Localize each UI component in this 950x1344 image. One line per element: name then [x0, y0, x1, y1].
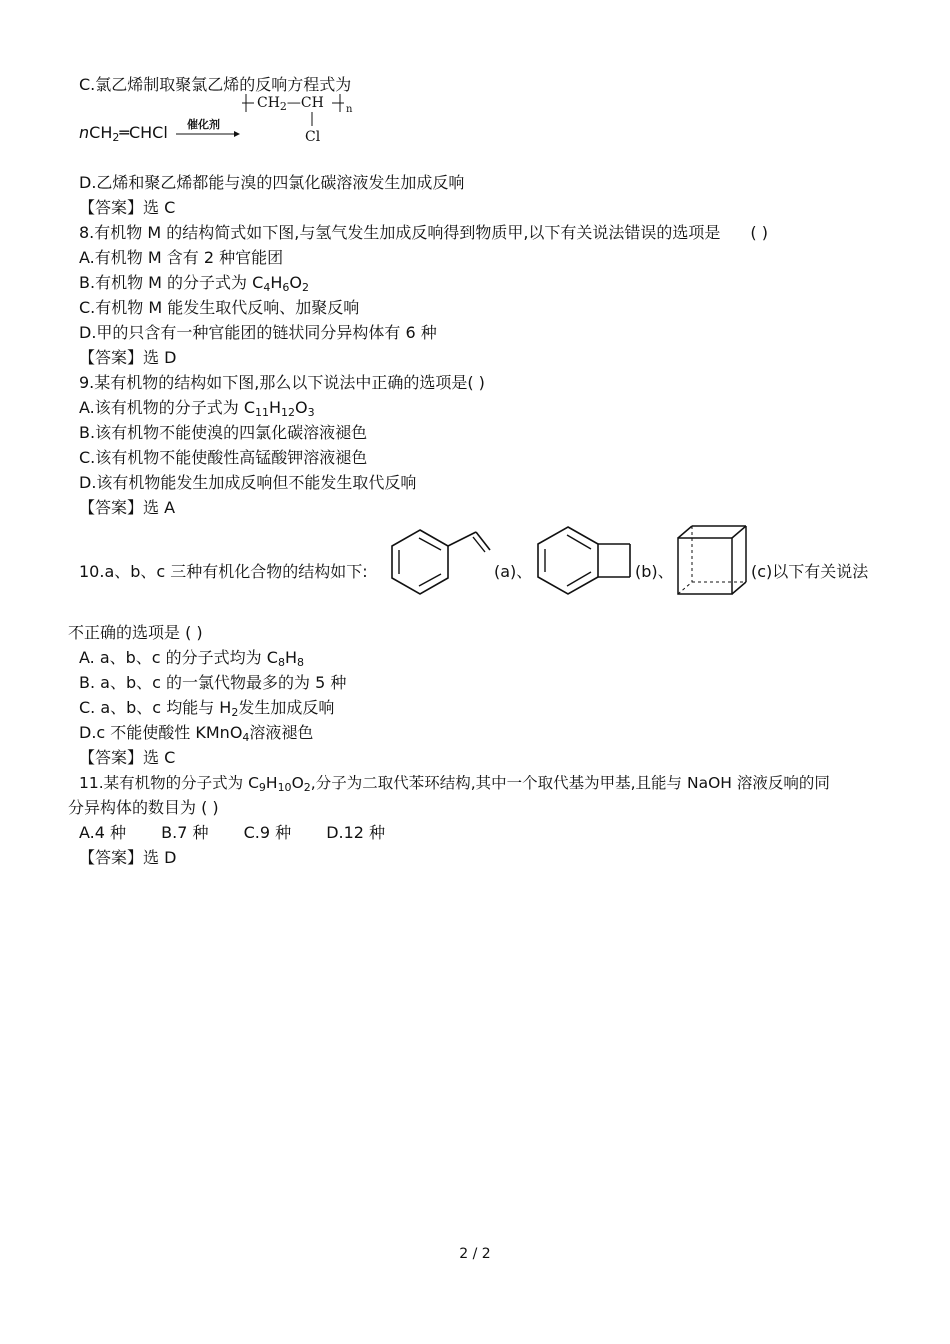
q11-stem-cont: 分异构体的数目为 ( ) [68, 798, 219, 817]
q11-option-d: D.12 种 [326, 823, 386, 842]
q7-option-c: C.氯乙烯制取聚氯乙烯的反响方程式为 [79, 75, 352, 94]
q10-answer: 【答案】选 C [79, 748, 176, 767]
benzocyclobutene-structure-icon [536, 524, 636, 599]
q10-option-c: C. a、b、c 均能与 $H_2$发生加成反响 [79, 698, 335, 719]
q7-product-cl: Cl [305, 129, 321, 145]
q9-option-c: C.该有机物不能使酸性高锰酸钾溶液褪色 [79, 448, 368, 467]
cubane-structure-icon [676, 524, 751, 599]
reaction-arrow-icon [176, 130, 246, 140]
q7-option-d: D.乙烯和聚乙烯都能与溴的四氯化碳溶液发生加成反响 [79, 173, 465, 192]
styrene-structure-icon [388, 526, 493, 606]
q7-product-n: n [346, 104, 353, 115]
q9-option-b: B.该有机物不能使溴的四氯化碳溶液褪色 [79, 423, 368, 442]
q10-option-d: D.c 不能使酸性 KMnO$_4$溶液褪色 [79, 723, 314, 744]
q10-label-c: (c)以下有关说法 [751, 562, 869, 581]
page-number: 2 / 2 [459, 1246, 491, 1262]
q10-label-b: (b)、 [635, 562, 674, 581]
q10-option-b: B. a、b、c 的一氯代物最多的为 5 种 [79, 673, 347, 692]
q8-option-c: C.有机物 M 能发生取代反响、加聚反响 [79, 298, 360, 317]
q10-label-a: (a)、 [494, 562, 533, 581]
q11-option-c: C.9 种 [243, 823, 292, 842]
q11-answer: 【答案】选 D [79, 848, 177, 867]
q7-reactant: nCH$_2$═CHCl [79, 123, 168, 144]
q7-catalyst-label: 催化剂 [187, 118, 220, 131]
q8-option-b: B.有机物 M 的分子式为 $C_4H_6O_2$ [79, 273, 309, 294]
q11-option-b: B.7 种 [161, 823, 209, 842]
q8-option-a: A.有机物 M 含有 2 种官能团 [79, 248, 284, 267]
q9-answer: 【答案】选 A [79, 498, 176, 517]
q10-stem-cont: 不正确的选项是 ( ) [68, 623, 203, 642]
q9-stem: 9.某有机物的结构如下图,那么以下说法中正确的选项是( ) [79, 373, 485, 392]
q11-options [79, 823, 385, 843]
q8-option-d: D.甲的只含有一种官能团的链状同分异构体有 6 种 [79, 323, 437, 342]
q11-stem: 11.某有机物的分子式为 $C_9H_{10}O_2$,分子为二取代苯环结构,其中一个取代基为甲基,且能与 NaOH 溶液反响的同 [79, 774, 830, 794]
q9-option-d: D.该有机物能发生加成反响但不能发生取代反响 [79, 473, 417, 492]
q7-product-formula: $CH_2—CH$ [257, 95, 324, 113]
q9-option-a: A.该有机物的分子式为 $C_{11}H_{12}O_3$ [79, 398, 315, 419]
q10-option-a: A. a、b、c 的分子式均为 $C_8H_8$ [79, 648, 304, 669]
q8-answer: 【答案】选 D [79, 348, 177, 367]
q11-option-a: A.4 种 [79, 823, 127, 842]
q7-answer: 【答案】选 C [79, 198, 176, 217]
q8-stem: 8.有机物 M 的结构简式如下图,与氢气发生加成反响得到物质甲,以下有关说法错误的选项是 ( ) [79, 223, 768, 242]
q10-stem: 10.a、b、c 三种有机化合物的结构如下: [79, 562, 368, 581]
